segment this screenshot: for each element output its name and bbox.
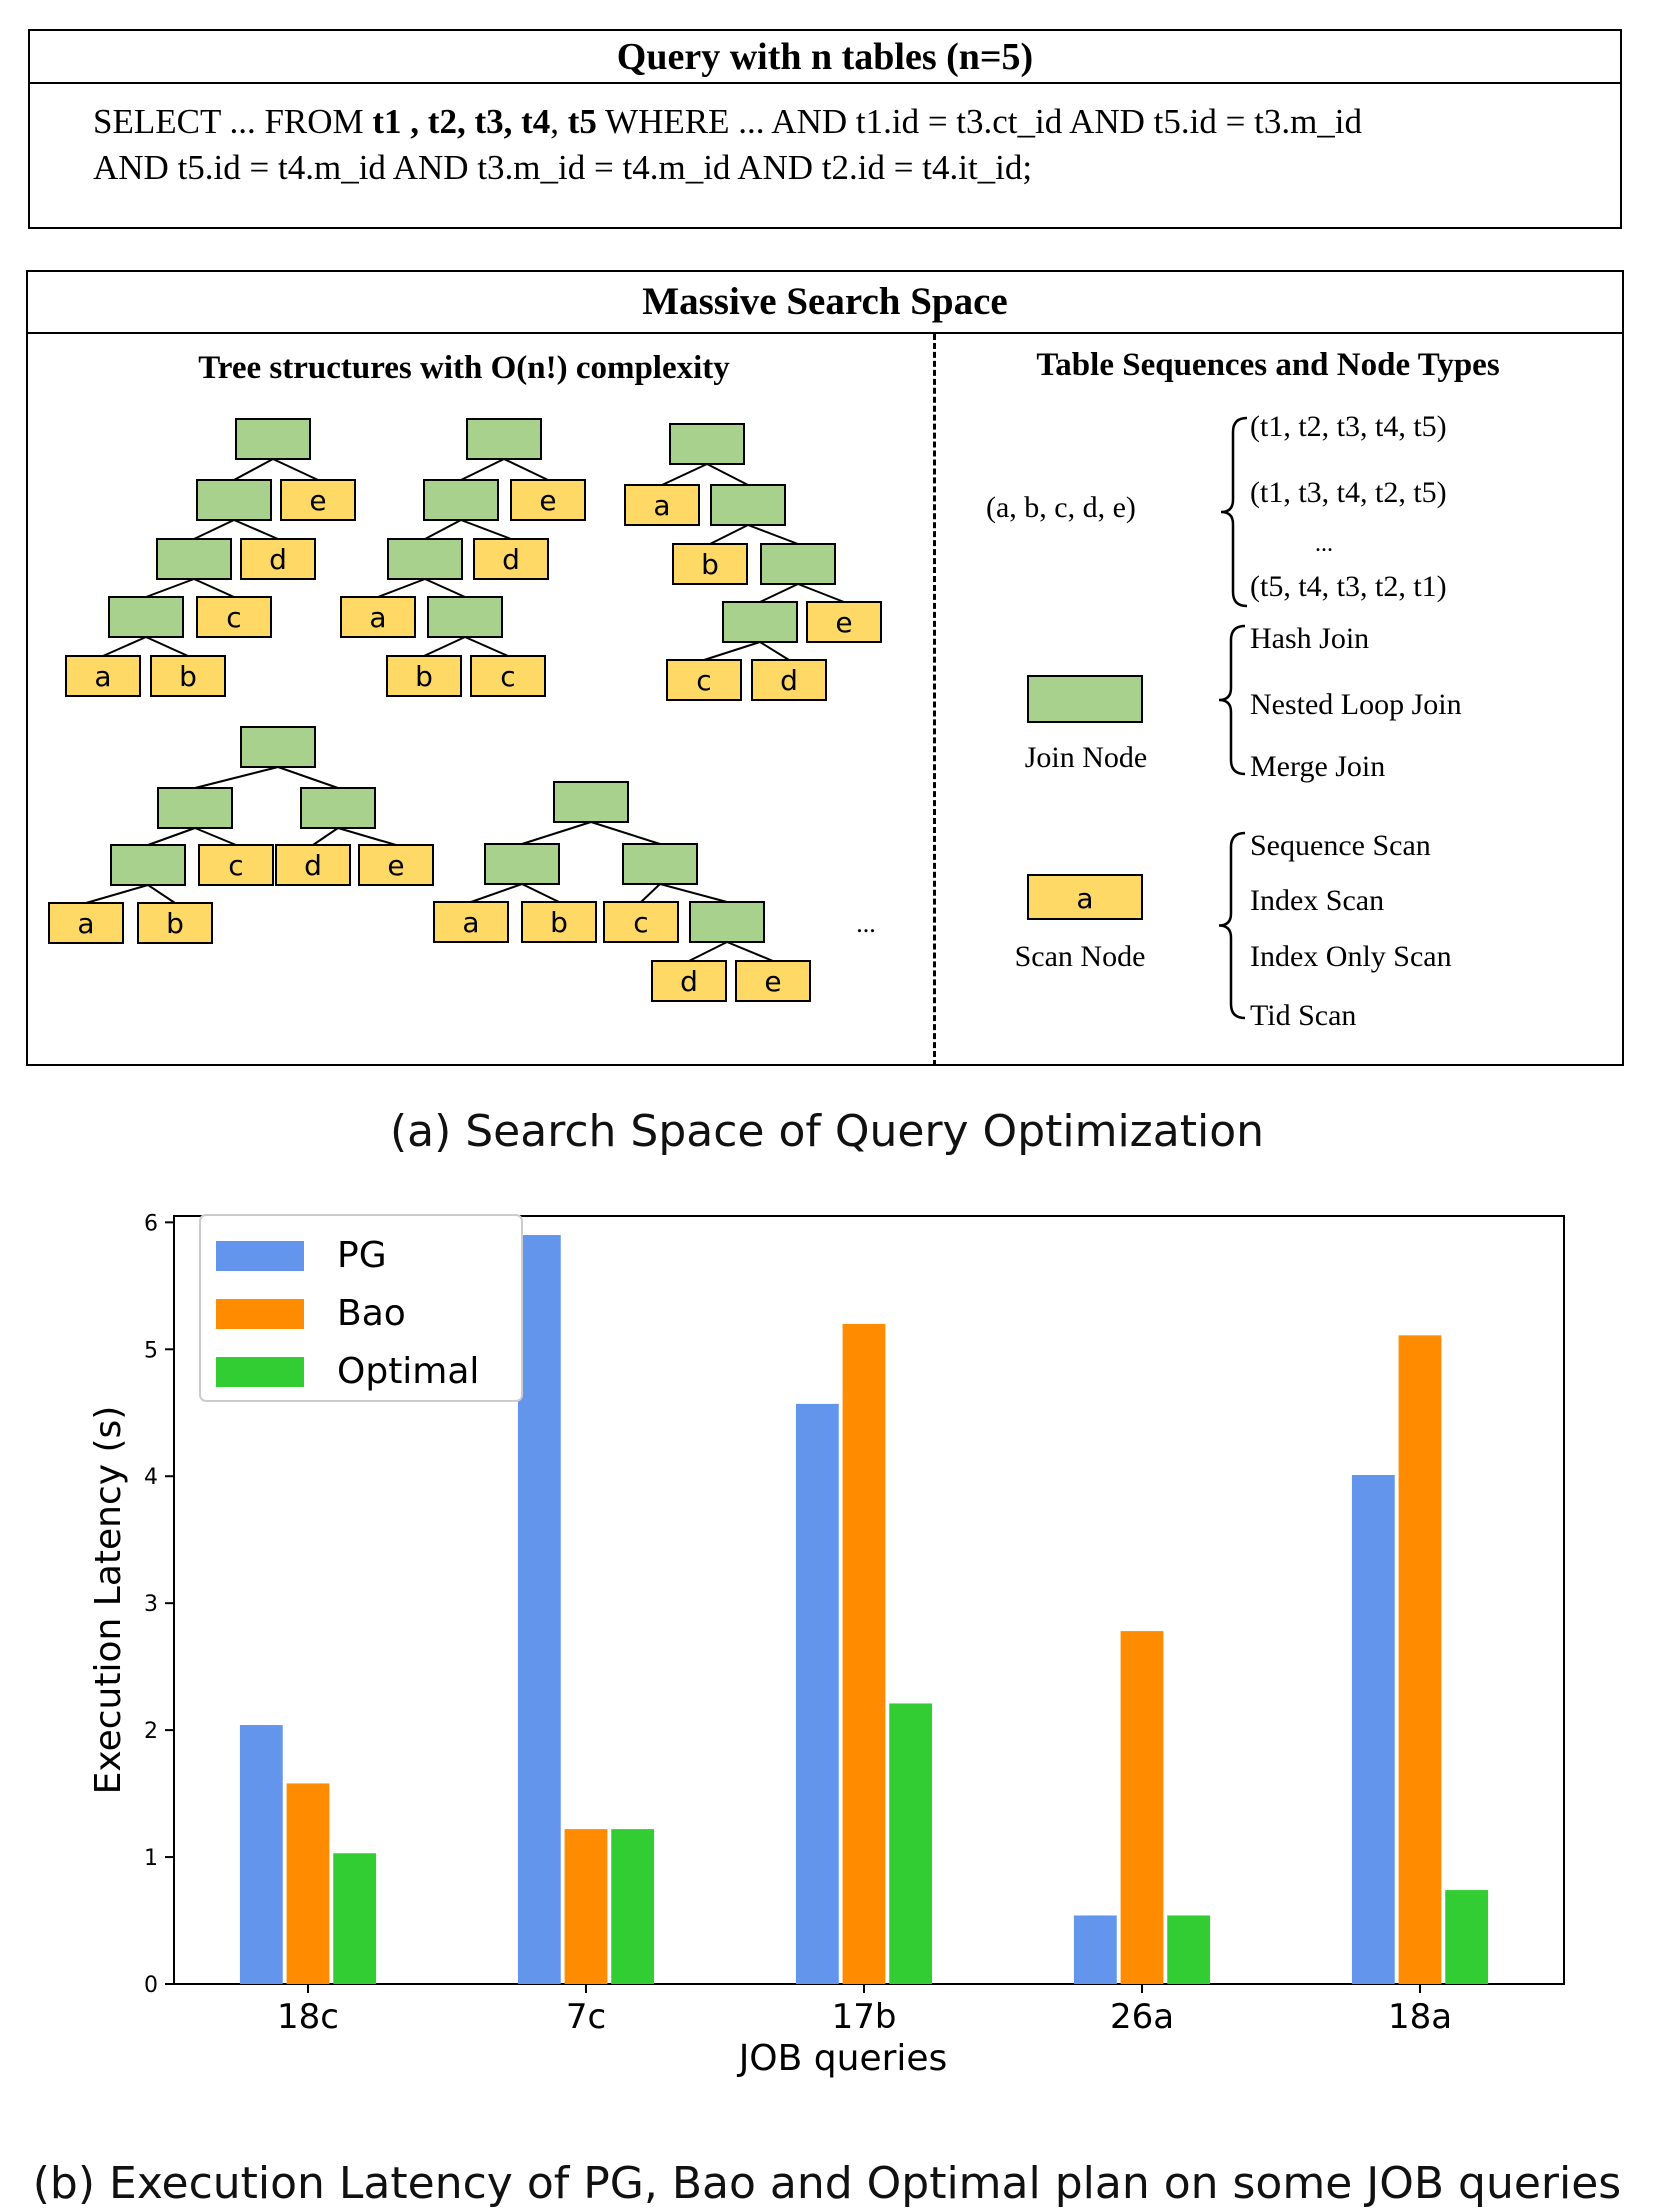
bar-optimal-18c xyxy=(333,1853,376,1984)
scan-node-label: d xyxy=(269,543,287,576)
tree-edge xyxy=(710,525,748,544)
x-tick-label: 17b xyxy=(831,1997,897,2037)
search-space-title: Massive Search Space xyxy=(28,272,1622,334)
scan-node-label: d xyxy=(502,543,520,576)
tree-edge xyxy=(504,459,548,480)
scan-node-label: Scan Node xyxy=(1014,940,1146,973)
tree-edge xyxy=(689,942,727,961)
scan-type-item: Index Scan xyxy=(1250,884,1385,917)
join-node xyxy=(723,602,797,642)
tree-edge xyxy=(727,942,773,961)
tree-edge xyxy=(798,584,844,602)
join-type-item: Hash Join xyxy=(1250,622,1370,655)
scan-node-label: e xyxy=(835,606,853,639)
right-heading: Table Sequences and Node Types xyxy=(1036,347,1500,383)
scan-node-label: c xyxy=(228,849,244,882)
scan-node-label: c xyxy=(633,906,649,939)
tree-edge xyxy=(194,579,234,597)
join-node xyxy=(690,902,764,942)
tree-edge xyxy=(195,828,236,845)
tree-edge xyxy=(760,642,789,660)
join-node xyxy=(197,480,271,520)
scan-node-label: e xyxy=(764,965,782,998)
scan-node-label: a xyxy=(653,489,671,522)
bar-optimal-18a xyxy=(1445,1890,1488,1984)
scan-node-label: b xyxy=(179,660,197,693)
tree-1 xyxy=(66,419,355,696)
query-box xyxy=(28,29,1622,229)
y-tick-label: 3 xyxy=(144,1592,158,1618)
scan-node-label: b xyxy=(415,660,433,693)
query-title: Query with n tables (n=5) xyxy=(30,31,1620,84)
bar-bao-18a xyxy=(1399,1335,1442,1984)
y-tick-label: 4 xyxy=(144,1465,158,1491)
tree-3 xyxy=(625,424,881,700)
join-node xyxy=(424,480,498,520)
join-node xyxy=(111,845,185,885)
join-node xyxy=(388,539,462,579)
x-tick-label: 18c xyxy=(277,1997,339,2037)
join-node xyxy=(109,597,183,637)
join-type-item: Nested Loop Join xyxy=(1250,688,1462,721)
chart-legend xyxy=(200,1215,522,1401)
scan-node-label: e xyxy=(309,484,327,517)
scan-node-label: a xyxy=(462,906,480,939)
bar-pg-26a xyxy=(1074,1915,1117,1984)
join-node-legend-box xyxy=(1028,676,1142,722)
more-trees-ellipsis: ... xyxy=(856,909,876,938)
query-line1-prefix: SELECT ... FROM xyxy=(93,102,373,141)
bar-bao-17b xyxy=(843,1324,886,1984)
join-node xyxy=(301,788,375,828)
tree-edge xyxy=(704,642,760,660)
tree-edge xyxy=(273,459,318,480)
join-node xyxy=(158,788,232,828)
y-tick-label: 1 xyxy=(144,1846,158,1872)
tree-edge xyxy=(195,767,278,788)
tree-edge xyxy=(461,459,504,480)
tree-edge xyxy=(313,828,338,845)
tree-edge xyxy=(641,884,660,902)
join-node xyxy=(623,844,697,884)
sequence-ellipsis: ... xyxy=(1315,531,1333,557)
sequence-item: (t1, t2, t3, t4, t5) xyxy=(1250,410,1447,443)
scan-node-label: c xyxy=(226,601,242,634)
caption-b: (b) Execution Latency of PG, Bao and Optimal plan on some JOB queries xyxy=(32,2158,1622,2209)
tree-edge xyxy=(234,459,273,480)
tree-edge xyxy=(471,884,522,902)
scan-node-label: a xyxy=(77,907,95,940)
join-node xyxy=(236,419,310,459)
scan-type-item: Tid Scan xyxy=(1250,999,1357,1032)
join-node xyxy=(554,782,628,822)
bar-optimal-26a xyxy=(1167,1915,1210,1984)
scan-node-label: d xyxy=(680,965,698,998)
tree-edge xyxy=(425,579,465,597)
search-space-diagram xyxy=(28,272,1626,1068)
sequence-label: (a, b, c, d, e) xyxy=(986,491,1136,524)
tree-edge xyxy=(338,828,396,845)
query-line1-rest: WHERE ... AND t1.id = t3.ct_id AND t5.id = t3.m_id xyxy=(596,102,1363,141)
join-node xyxy=(157,539,231,579)
tree-edge xyxy=(461,520,511,539)
bar-bao-18c xyxy=(287,1783,330,1984)
tree-edge xyxy=(707,464,748,485)
scan-node-label: b xyxy=(550,906,568,939)
sequence-brace xyxy=(1221,418,1247,606)
join-node xyxy=(761,544,835,584)
tree-edge xyxy=(148,828,195,845)
join-node xyxy=(467,419,541,459)
tree-edge xyxy=(660,884,727,902)
scan-node-label: c xyxy=(500,660,516,693)
tree-edge xyxy=(103,637,146,656)
join-node xyxy=(711,485,785,525)
x-tick-label: 18a xyxy=(1387,1997,1453,2037)
scan-node-label: b xyxy=(166,907,184,940)
bar-bao-26a xyxy=(1121,1631,1164,1984)
y-tick-label: 5 xyxy=(144,1338,158,1364)
x-axis-label: JOB queries xyxy=(738,2038,948,2079)
legend-swatch-optimal xyxy=(216,1357,304,1387)
join-node xyxy=(485,844,559,884)
tree-4 xyxy=(49,727,433,943)
tree-edge xyxy=(662,464,707,485)
join-node xyxy=(241,727,315,767)
tree-edge xyxy=(748,525,798,544)
query-line1-sep: , xyxy=(550,102,568,141)
x-tick-label: 7c xyxy=(565,1997,607,2037)
scan-node-legend-letter: a xyxy=(1076,882,1094,915)
tree-5 xyxy=(434,782,810,1001)
legend-label-bao: Bao xyxy=(337,1293,406,1334)
tree-edge xyxy=(465,637,508,656)
bar-bao-7c xyxy=(565,1829,608,1984)
tree-edge xyxy=(234,520,278,539)
left-heading: Tree structures with O(n!) complexity xyxy=(198,350,730,386)
legend-label-pg: PG xyxy=(337,1235,387,1276)
query-line2: AND t5.id = t4.m_id AND t3.m_id = t4.m_id AND t2.id = t4.it_id; xyxy=(93,148,1033,187)
tree-edge xyxy=(378,579,425,597)
scan-node-label: d xyxy=(780,664,798,697)
bar-pg-7c xyxy=(518,1235,561,1984)
sequence-item: (t5, t4, t3, t2, t1) xyxy=(1250,570,1447,603)
scan-node-label: a xyxy=(94,660,112,693)
join-node xyxy=(670,424,744,464)
scan-node-label: e xyxy=(539,484,557,517)
latency-bar-chart xyxy=(0,1180,1654,2100)
scan-node-label: b xyxy=(701,548,719,581)
tree-edge xyxy=(146,637,188,656)
y-tick-label: 6 xyxy=(144,1211,158,1237)
scan-type-brace xyxy=(1219,833,1245,1018)
scan-node-label: a xyxy=(369,601,387,634)
tree-edge xyxy=(424,637,465,656)
scan-node-label: e xyxy=(387,849,405,882)
sequence-item: (t1, t3, t4, t2, t5) xyxy=(1250,476,1447,509)
tree-edge xyxy=(522,822,591,844)
tree-edge xyxy=(591,822,660,844)
tree-2 xyxy=(341,419,585,696)
y-axis-label: Execution Latency (s) xyxy=(88,1405,129,1795)
query-line1-tables: t1 , t2, t3, t4 xyxy=(372,102,551,141)
bar-optimal-7c xyxy=(611,1829,654,1984)
scan-node-label: d xyxy=(304,849,322,882)
join-node xyxy=(428,597,502,637)
tree-edge xyxy=(278,767,338,788)
y-tick-label: 2 xyxy=(144,1719,158,1745)
join-node-label: Join Node xyxy=(1024,741,1148,774)
bar-optimal-17b xyxy=(889,1703,932,1984)
tree-edge xyxy=(425,520,461,539)
tree-edge xyxy=(522,884,559,902)
search-space-box xyxy=(26,270,1624,1066)
join-type-item: Merge Join xyxy=(1250,750,1386,783)
caption-a: (a) Search Space of Query Optimization xyxy=(389,1106,1265,1157)
tree-edge xyxy=(760,584,798,602)
legend-swatch-pg xyxy=(216,1241,304,1271)
scan-type-item: Index Only Scan xyxy=(1250,940,1452,973)
legend-label-optimal: Optimal xyxy=(337,1351,480,1392)
x-tick-label: 26a xyxy=(1109,1997,1175,2037)
bar-pg-17b xyxy=(796,1404,839,1984)
bar-pg-18a xyxy=(1352,1475,1395,1984)
query-sql xyxy=(93,99,1593,191)
tree-edge xyxy=(148,885,175,903)
bar-pg-18c xyxy=(240,1725,283,1984)
scan-node-label: c xyxy=(696,664,712,697)
tree-edge xyxy=(86,885,148,903)
y-tick-label: 0 xyxy=(144,1973,158,1998)
join-type-brace xyxy=(1219,626,1245,774)
tree-edge xyxy=(194,520,234,539)
scan-type-item: Sequence Scan xyxy=(1250,829,1431,862)
query-line1-t5: t5 xyxy=(567,102,597,141)
tree-edge xyxy=(146,579,194,597)
legend-swatch-bao xyxy=(216,1299,304,1329)
